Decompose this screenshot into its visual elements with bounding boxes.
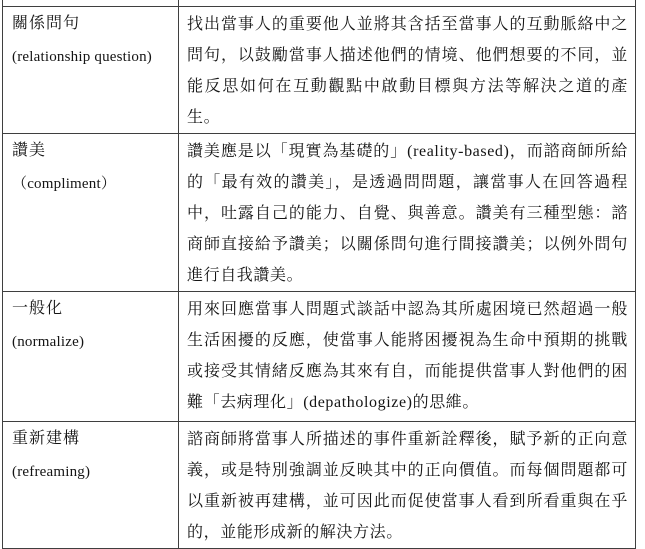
- term-cell: [3, 133, 179, 291]
- term-name-zh: 讚美: [12, 141, 47, 159]
- table-row: [3, 133, 636, 291]
- description-text: 用來回應當事人問題式談話中認為其所處困境已然超過一般生活困擾的反應，使當事人能將困擾視為生命中預期的挑戰或接受其情緒反應為其來有自，而能提供當事人對他們的困難「去病理化」(depathologize)的思維。: [187, 300, 628, 411]
- description-cell: [179, 291, 636, 421]
- term-cell: [3, 291, 179, 421]
- description-cell: [179, 421, 636, 548]
- description-text: 找出當事人的重要他人並將其含括至當事人的互動脈絡中之問句，以鼓勵當事人描述他們的情境、他們想要的不同，並能反思如何在互動觀點中啟動目標與方法等解決之道的產生。: [187, 15, 628, 126]
- term-name-en: (refreaming): [12, 463, 91, 480]
- term-name-zh: 一般化: [12, 299, 64, 317]
- table-row: [3, 291, 636, 421]
- description-text: 讚美應是以「現實為基礎的」(reality-based)，而諮商師所給的「最有效的讚美」，是透過問問題，讓當事人在回答過程中，吐露自己的能力、自覺、與善意。讚美有三種型態：諮商師直接給予讚美；以關係問句進行間接讚美；以例外問句進行自我讚美。: [187, 142, 628, 284]
- term-name-en: (normalize): [12, 333, 85, 350]
- term-cell: [3, 421, 179, 548]
- description-cell: [179, 133, 636, 291]
- term-name-en: (relationship question): [12, 48, 152, 65]
- term-name-zh: 關係問句: [12, 14, 81, 32]
- description-text: 諮商師將當事人所描述的事件重新詮釋後，賦予新的正向意義，或是特別強調並反映其中的正向價值。而每個問題都可以重新被再建構，並可因此而促使當事人看到所看重與在乎的，並能形成新的解決方法。: [187, 430, 628, 541]
- term-cell: [3, 6, 179, 133]
- glossary-table: [2, 0, 636, 549]
- table-row: [3, 421, 636, 548]
- description-cell: [179, 6, 636, 133]
- term-name-zh: 重新建構: [12, 429, 81, 447]
- table-row: [3, 6, 636, 133]
- term-name-en: （compliment）: [12, 175, 117, 192]
